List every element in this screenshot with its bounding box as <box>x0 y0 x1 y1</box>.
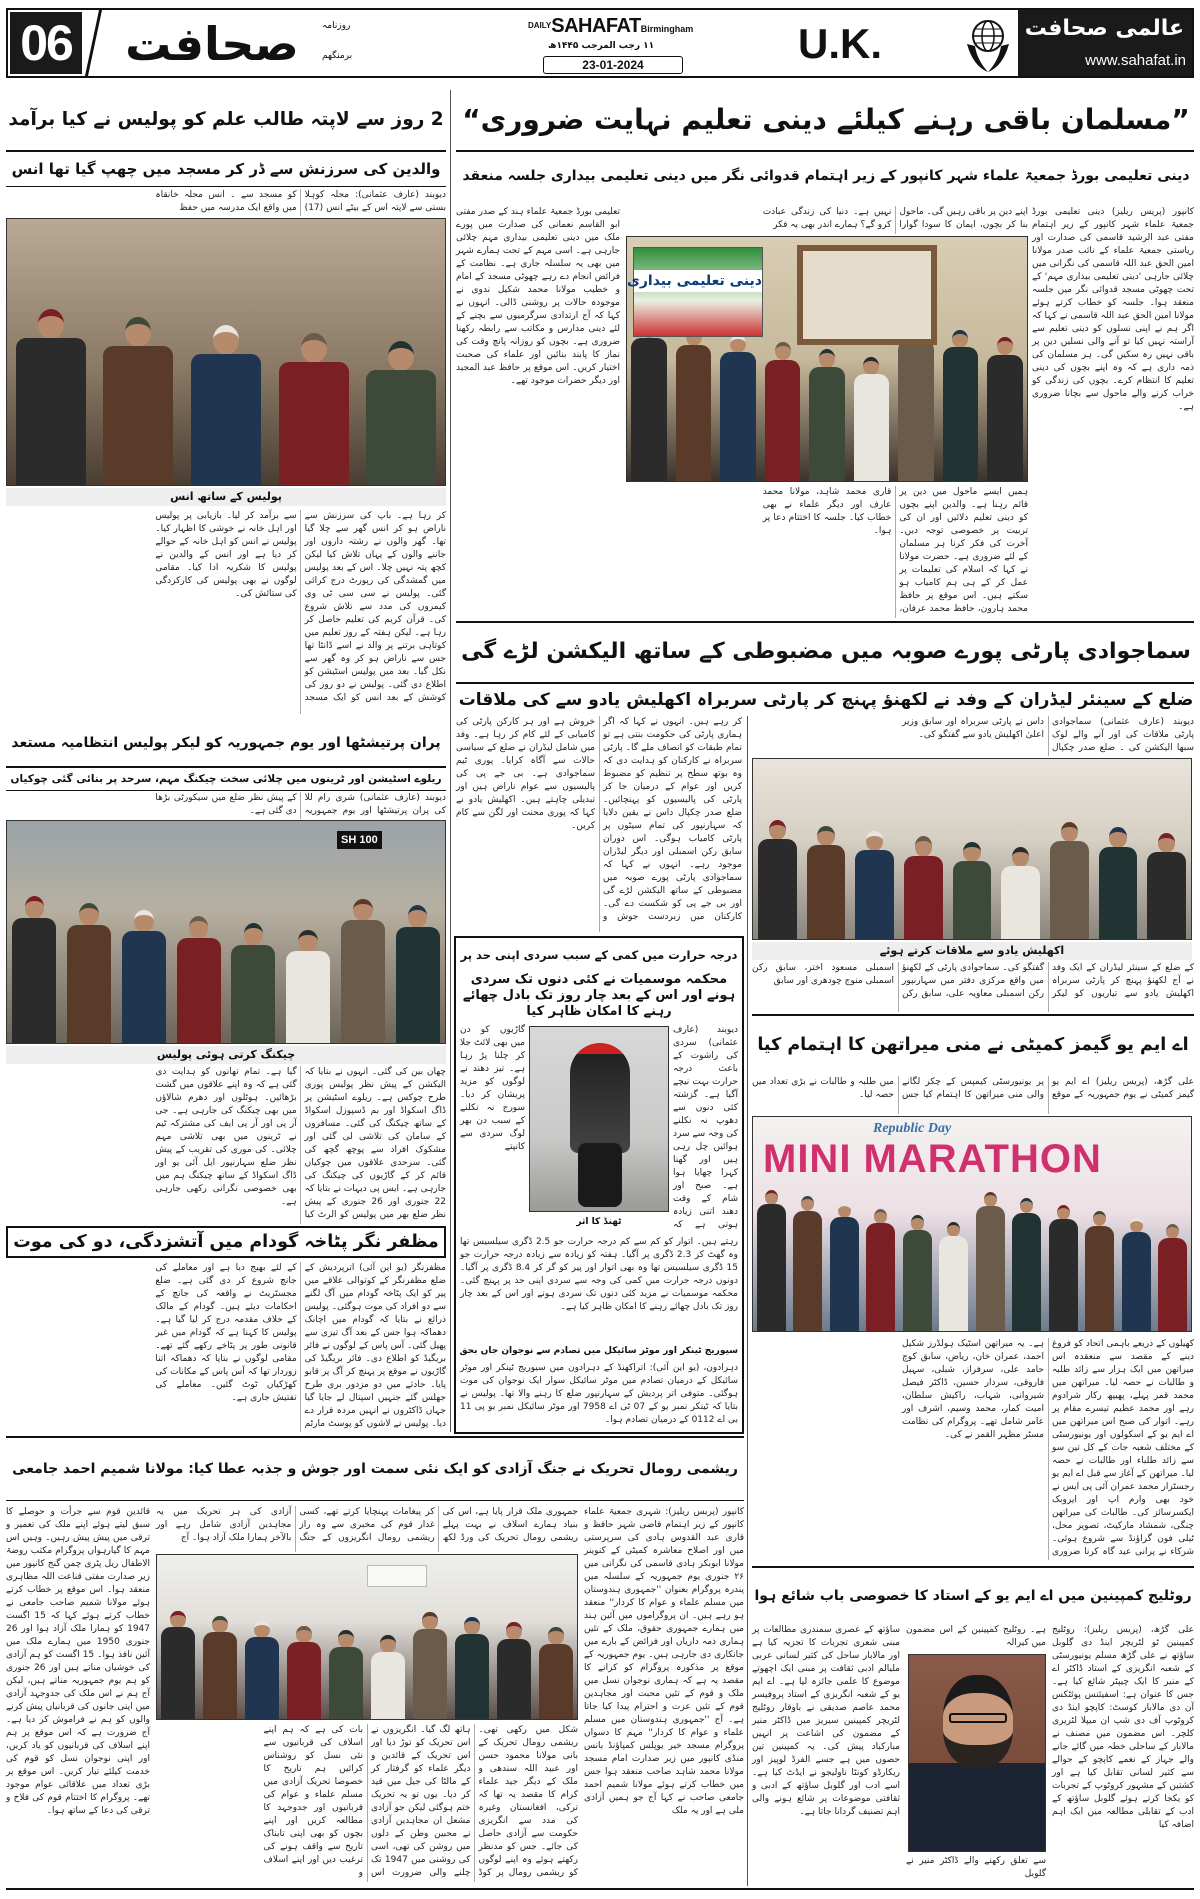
photo-figure <box>631 320 667 481</box>
photo-figure <box>455 1617 489 1719</box>
page-number: 06 <box>10 12 82 74</box>
photo-figure <box>177 916 221 1043</box>
headline-education <box>458 96 1194 144</box>
photo-figure <box>1122 1218 1151 1331</box>
photo-figure <box>161 1611 195 1719</box>
photo-figure <box>371 1635 405 1719</box>
student-body: کر رہا ہے۔ باپ کی سرزنش سے ناراض ہو کر انس گھر سے چلا گیا تھا۔ گھر والوں نے رشتہ داروں اور جاننے والوں کے یہاں تلاش کیا لیکن کچھ پتہ نہیں چلا۔ اس کے بعد پولیس میں گمشدگی کی رپورٹ درج کرائی گئی۔ پولیس نے سی سی ٹی وی کیمروں کی مدد سے تلاش شروع کی۔ قرآن کریم کی تعلیم حاصل کر رہا ہے۔ لیکن ہفتہ کے روز تعلیم میں کوتاہی برتنے پر والد نے اسے ڈانٹا تھا جس سے ناراض ہو کر وہ گھر سے نکل گیا۔ بعد میں پولیس اسٹیشن کو اطلاع دی گئی۔ پولیس نے دو روز کی کوشش کے بعد انس کو ایک مسجد سے برآمد کر لیا۔ بازیابی پر پولیس اور اہل خانہ نے خوشی کا اظہار کیا۔ پولیس نے انس کو اہل خانہ کے حوالے کر دیا ہے اور انس کے والدین نے پولیس کا شکریہ ادا کیا۔ مقامی لوگوں نے بھی پولیس کی کارکردگی کی ستائش کی۔ <box>155 511 446 703</box>
photo-figure <box>1147 833 1186 939</box>
photo-routledge-author <box>908 1654 1046 1852</box>
headline-samajwadi <box>458 626 1194 678</box>
photo-mini-marathon <box>752 1116 1192 1332</box>
photo-figure <box>67 903 111 1043</box>
photo-figure <box>1158 1224 1187 1331</box>
photo-figure <box>16 309 86 485</box>
cold-body: رہتے ہیں۔ اتوار کو کم سے کم درجہ حرارت جو 2.5 ڈگری سیلسیس تھا وہ گھٹ کر 2.3 ڈگری پر آگیا۔ ہفتہ کو زیادہ سے زیادہ درجہ حرارت جو 15 ڈگری سیلسیس تھا وہ بھی اتوار اور پیر کو گر کر 8.4 ڈگری پر آگیا۔ دونوں درجہ حرارت میں کمی کی وجہ سے سردی اپنی حد پر پہنچ گئی۔ محکمہ موسمیات نے مزید کئی دنوں تک سردی ہونے اور اس کے بعد چار روز تک بادل چھائے رہنے کا امکان ظاہر کیا ہے۔ <box>460 1237 738 1312</box>
headline-student <box>6 96 446 144</box>
photo-figure <box>830 1203 859 1331</box>
subhead-text: ضلع کے سینئر لیڈران کے وفد نے لکھنؤ پہنچ کر پارٹی سربراہ اکھلیش یادو سے کی ملاقات <box>458 690 1194 710</box>
reshmi-body-bottom: شکل میں رکھی تھی۔ ریشمی رومال تحریک کے بانی مولانا محمود حسن اور عبید اللہ سندھی و ملک کے دیگر جید علماء کرام کا مقصد یہ تھا کہ ترکی، افغانستان وغیرہ کی مدد سے انگریزی حکومت سے آزادی حاصل کی جائے۔ جس کو مدنظر رکھتے ہوئے وہ اپنے لوگوں کو ریشمی رومال پر کوڈ ہاتھ لگ گیا۔ انگریزوں نے اس تحریک کو توڑ دیا اور اس تحریک کے قائدین و دیگر علماء کو گرفتار کر کے مالٹا کی جیل میں قید کر دیا۔ یوں تو یہ تحریک ختم ہوگئی لیکن جو آزادی مشعل ان مجاہدین آزادی نے محبین وطن کے دلوں میں روشن کی تھی، اسی کی روشنی میں 1947 تک چلنے والی ضرورت اس بات کی ہے کہ ہم اپنے اسلاف کی قربانیوں سے نئی نسل کو روشناس کرائیں ہم تاریخ کا خصوصا تحریک آزادی میں مسلم علماء و عوام کی قربانیوں اور جدوجہد کا مطالعہ کریں اور اپنے بچوں کو بھی اپنی تابناک تاریخ سے واقف ہونے کی ترغیب دیں اور اپنے اسلاف و <box>263 1725 578 1878</box>
subhead-text: دینی تعلیمی بورڈ جمعیۃ علماء شہر کانپور کے زیر اہتمام قدوائی نگر میں دینی تعلیمی بیداری جلسہ منعقد <box>462 168 1190 184</box>
photo-banner <box>627 247 763 337</box>
headline-text: پران پرتیشٹھا اور یوم جمہوریہ کو لیکر پولیس انتظامیہ مستعد <box>11 735 441 751</box>
photo-figure <box>1001 847 1040 939</box>
routledge-body-mid-bottom: سے تعلق رکھنے والے ڈاکٹر منیر نے گلوبل <box>906 1856 1046 1879</box>
photo-figure <box>231 923 275 1043</box>
masthead-bar <box>6 8 1194 78</box>
headline-fire <box>10 1229 442 1255</box>
education-body-left: تعلیمی بورڈ جمعیۃ علماء ہند کے صدر مفتی ابو القاسم نعمانی کی صدارت میں پورے ملک میں دینی تعلیمی بیداری مہم چلائی جارہی ہے۔ اسی مہم کے تحت ہمارے شہر میں بھی یہ سلسلہ جاری ہے۔ نظامت کے فرائض انجام دے رہے چھوٹی مسجد کے امام و خطیب مولانا محمد شکیل ندوی نے موجودہ حالات پر روشنی ڈالی۔ انہوں نے کہا کہ آج ارتدادی سرگرمیوں سے بچنے کے لئے دینی مدارس و مکاتب سے رابطہ رکھنا ضروری ہے۔ بچوں کو روزانہ پانچ وقت کی نماز کا پابند بنائیں اور علماء کی صحبت اختیار کریں۔ اس موقع پر حافظ عبد المجید اور دیگر حضرات موجود تھے۔ <box>456 207 620 386</box>
photo-samajwadi-meeting <box>752 758 1192 940</box>
headline-text: سماجوادی پارٹی پورے صوبہ میں مضبوطی کے ساتھ الیکشن لڑے گی <box>461 639 1191 664</box>
rider-figure <box>570 1043 630 1153</box>
photo-figure <box>976 1192 1005 1331</box>
author-glasses <box>949 1713 1007 1723</box>
headline-text: ریشمی رومال تحریک نے جنگ آزادی کو ایک نئی سمت اور جوش و جذبہ عطا کیا: مولانا شمیم احمد جامعی <box>12 1461 738 1477</box>
photo-figure <box>866 1209 895 1331</box>
photo-figure <box>329 1630 363 1719</box>
photo-figure <box>903 1215 932 1331</box>
edition-label: U.K. <box>798 20 882 67</box>
headline-cold <box>460 940 738 970</box>
photo-figure <box>904 836 943 939</box>
headline-pran <box>6 722 446 764</box>
pran-body: چھان بین کی گئی۔ انہوں نے بتایا کہ الیکشن کے پیش نظر پولیس پوری طرح چوکس ہے۔ ریلوے اسٹیشن پر ڈاگ اسکواڈ اور بم ڈسپوزل اسکواڈ کے ساتھ چیکنگ کی گئی۔ مسافروں کے سامان کی تلاشی لی گئی اور مشکوک افراد سے پوچھ گچھ کی گئی۔ سرحدی علاقوں میں چوکیاں قائم کر کے گاڑیوں کی چیکنگ کی جارہی ہے۔ ایس پی دیہات نے بتایا کہ 22 جنوری اور 26 جنوری کے پیش نظر ضلع بھر میں پولیس کو الرٹ کیا گیا ہے۔ تمام تھانوں کو ہدایت دی گئی ہے کہ وہ اپنے علاقوں میں گشت بڑھائیں۔ ہوٹلوں اور دھرم شالاؤں میں بھی چیکنگ کی جارہی ہے۔ جی آر پی اور آر پی ایف کی مشترکہ ٹیم نے ٹرینوں میں بھی تلاشی مہم چلائی۔ کی موری کی تقریب کے پیش نظر ضلع سہارنپور ایل آئی یو اور ڈاگ اسکواڈ کے ساتھ چیکنگ ہم میں بھی خصوصی نگرانی رکھی جارہی ہے۔ <box>155 1067 446 1220</box>
routledge-body-left: ساؤتھ کے عصری سمندری مطالعات پر مبنی شعری تجربات کا تجزیہ کیا ہے اور مالابار ساحل کی کثیر لسانی عربی ملیالم ادبی ثقافت پر مبنی ایک اچھوتے موضوع کا علمی جائزہ لیا ہے۔ اے ایم یو کے شعبہ انگریزی کے استاد پروفیسر محمد عاصم صدیقی نے باوقار روٹلیج لٹریچر کمپینین سیریز میں ڈاکٹر منیر کے مضمون کی اشاعت پر انہیں مبارکباد پیش کی۔ یہ کمپینین تین حصوں میں ہے جسے الفرڈ لوپیز اور ریکارڈو کونٹا ناولیجو نے ایڈٹ کیا ہے۔ اسے ادب اور گلوبل ساؤتھ کے ادبی و ثقافتی موضوعات پر شائع ہونے والی اہم تصنیف گردانا جاتا ہے۔ <box>752 1625 900 1817</box>
subhead-pran <box>6 770 446 788</box>
photo-figure <box>366 341 436 485</box>
photo-figure <box>12 896 56 1043</box>
photo-figure <box>809 349 845 481</box>
photo-education-gathering <box>626 236 1028 482</box>
samajwadi-body-top: دیوبند (عارف عثمانی) سماجوادی پارٹی ملاقات کی اور آنے والے لوک سبھا الیکشن کی ۔ ضلع صدر چکپال داس نے پارٹی سربراہ اور سابق وزیر اعلیٰ اکھلیش یادو سے گفتگو کی۔ <box>902 717 1194 753</box>
divider <box>456 682 1194 684</box>
photo-reshmi-gathering <box>156 1554 578 1720</box>
samajwadi-body-mid: کر رہے ہیں۔ انہوں نے کہا کہ اگر ہماری پارٹی کی حکومت بنتی ہے تو تمام طبقات کو انصاف ملے گا۔ پارٹی سربراہ نے کارکنان کو ہدایت دی کہ وہ بوتھ سطح پر تنظیم کو مضبوط کریں اور عوام کے درمیان جا کر پارٹی کی پالیسیوں کو پہنچائیں۔ ضلع صدر چکپال داس نے یقین دلایا کہ سہارنپور کی تمام سیٹوں پر پارٹی کامیاب ہوگی۔ اس دوران سابق رکن اسمبلی اور دیگر لیڈران موجود رہے۔ انہوں نے کہا کہ سماجوادی پارٹی پورے صوبہ میں مضبوطی کے ساتھ الیکشن لڑے گی اور بی جے پی کو شکست دے گی۔ کارکنان میں زبردست جوش و خروش ہے اور ہر کارکن پارٹی کی کامیابی کے لئے کام کر رہا ہے۔ وفد میں شامل لیڈران نے ضلع کے سیاسی حالات سے آگاہ کرایا۔ پوری ٹیم سماجوادی ہے۔ بی جے پی کی پالیسیوں سے عوام ناراض ہیں اور تبدیلی چاہتے ہیں۔ اکھلیش یادو نے کہا کہ پوری محنت اور لگن سے کام کریں۔ <box>456 717 742 922</box>
caption-cold: ٹھنڈ کا اثر <box>529 1214 669 1230</box>
photo-figure <box>279 333 349 485</box>
routledge-body-right: علی گڑھ، (پریس ریلیز): روٹلیج کمپینین ٹو لٹریچر اینڈ دی گلوبل ساؤتھ نے علی گڑھ مسلم یونیورسٹی کے شعبہ انگریزی کے استاد ڈاکٹر اے کے منیر کا ایک چیپٹر شائع کیا ہے۔ جس کا عنوان ہے: اسفیئنس پوئٹکس آن دی مالابار کوسٹ: کاپچو اینڈ دی کروٹوپ آف دی شپ ان میپلا لٹریری کلچر۔ اس مضمون میں مصنف نے مالابار کے ساحلی خطہ میں گائے جانے والے جہاز کے نغمے کاپچو کے حوالے سے کثیر لسانی تقابل کیا ہے اور کشتیں کے مشہور کروٹوپ کے تجربات کو یکجا کرتے ہوئے گلوبل ساؤتھ کے ادب کے تقابلی مطالعہ میں ایک اہم اضافہ کیا <box>1052 1625 1194 1830</box>
headline-sewage <box>460 1342 738 1360</box>
photo-figure <box>758 820 797 939</box>
marathon-body: کھیلوں کے ذریعے باہمی اتحاد کو فروغ دینے کے مقصد سے منعقدہ اس میراتھن میں ایک ہزار سے زائد طلبہ و طالبات نے حصہ لیا۔ میراتھن میں محمد قمر پہلے، پھیپھ رکار شرادوم رہے اور محمد عظیم تیسرے مقام پر رہے۔ اتوار کی صبح اس میراتھن میں اے ایم یو کے اسکولوں اور یونیورسٹی کے مختلف شعبہ جات کے کل تین سو سے زائد طلباء اور طالبات نے حصہ لیا۔ میراتھن کے آغاز سے قبل اے ایم یو رجسٹرار محمد عمران آئی پی ایس نے خود بھی وارم اپ اور ایروبک ایکسرسائز کی۔ طالبات کی میراتھن چنگی، شمشاد مارکیٹ، تصویر محل، ٹیلی فون گراؤنڈ سے شروع ہوئی۔ شرکاء نے پرانی عید گاہ کرنا ضروری ہے۔ یہ میراتھن اسٹیک ہولڈرز شکیل احمد، عمران خان، ریاض، سابق کوچ حامد علی، سرفراز، شبلی، سہیل فاروقی، سردار حسین، ڈاکٹر فیصل شیروانی، شہاب، راکیش سلطان، امیت کمار، محمد وسیم، اشرف اور عامر شامل تھے۔ پروگرام کی نظامت مسٹر مظہر القمر نے کی۔ <box>902 1339 1194 1557</box>
photo-figure <box>953 842 992 939</box>
photo-figure <box>855 831 894 939</box>
headline-marathon <box>752 1020 1194 1070</box>
subhead-samajwadi <box>458 687 1194 713</box>
column-divider <box>747 716 748 1886</box>
photo-cold-motorcyclist <box>529 1026 669 1212</box>
divider <box>6 1436 744 1438</box>
masthead-small-2: برمنگھم <box>322 51 353 61</box>
photo-figure <box>203 1616 237 1719</box>
masthead-title: صحافت <box>125 17 299 71</box>
photo-figure <box>676 327 712 481</box>
photo-shelf <box>797 245 937 345</box>
pran-lead: دیوبند (عارف عثمانی) شری رام للا کی پران پرتیشٹھا اور یوم جمہوریہ کے پیش نظر ضلع میں سیکورٹی بڑھا دی گئی ہے۔ <box>155 793 446 816</box>
photo-figure <box>497 1622 531 1719</box>
headline-routledge <box>752 1574 1194 1618</box>
headline-text: اے ایم یو گیمز کمیٹی نے منی میراتھن کا اہتمام کیا <box>757 1035 1189 1055</box>
student-lead: دیوبند (عارف عثمانی): محلہ کوہلا بستی سے لاپتہ اس کے بیٹے انس (17) کو مسجد سے ۔ انس محلہ خانقاہ میں واقع ایک مدرسہ میں حفظ <box>155 190 446 213</box>
masthead-small-1: روزنامہ <box>322 21 351 31</box>
globe-logo-icon <box>963 16 1013 74</box>
photo-ac-unit <box>367 1565 427 1587</box>
brand-city: Birmingham <box>640 24 694 34</box>
caption-samajwadi: اکھلیش یادو سے ملاقات کرتے ہوئے <box>752 942 1192 960</box>
photo-figure <box>898 322 934 481</box>
subhead-text: والدین کی سرزنش سے ڈر کر مسجد میں چھپ گیا تھا انس <box>11 160 441 178</box>
routledge-body-mid-top: ہے۔ روٹلیج کمپینین کے اس مضمون میں کیرالہ <box>906 1625 1046 1648</box>
photo-figure <box>1012 1198 1041 1331</box>
photo-figure <box>987 337 1023 481</box>
site-logo-box <box>1018 10 1192 76</box>
brand-daily: DAILY <box>528 21 552 30</box>
photo-text-mini-marathon: MINI MARATHON <box>763 1137 1102 1181</box>
divider <box>456 150 1194 152</box>
education-body-right: کانپور (پریس ریلیز) دینی تعلیمی بورڈ جمعیۃ علماء شہر کانپور کے زیر اہتمام مفتی عبد الرشید قاسمی کی صدارت اور ریاستی جمعیۃ علماء کے نائب صدر مولانا امین الحق عبد اللہ قاسمی کی نگرانی میں چلائی جارہی 'دینی تعلیمی بیداری مہم' کے تحت چھوٹی مسجد قدوائی نگر میں جلسہ منعقد ہوا۔ جلسہ کو خطاب کرتے ہوئے مولانا امین الحق عبد اللہ قاسمی نے کہا کہ اگر ہم نے اپنی نسلوں کو دینی تعلیم سے آراستہ نہیں کیا تو آنے والی نسلیں دین پر باقی نہیں رہ سکیں گی۔ ہر مسلمان کی ذمہ داری ہے کہ وہ اپنے بچوں کی دینی تعلیم کا انتظام کرے۔ بچوں کی زندگی کو خراب کرنے والے ماحول سے بچانا ضروری ہے۔ <box>1032 207 1194 412</box>
photo-figure <box>413 1612 447 1719</box>
photo-figure <box>1085 1211 1114 1331</box>
subhead-student <box>6 156 446 182</box>
divider <box>752 1014 1194 1016</box>
subhead-education <box>458 158 1194 194</box>
website-link[interactable]: www.sahafat.in <box>1085 52 1186 69</box>
subhead-cold: محکمہ موسمیات نے کئی دنوں تک سردی ہونے اور اس کے بعد چار روز تک بادل چھائے رہنے کا امکان ظاہر کیا <box>462 972 736 1019</box>
education-body-top: اپنے دین پر باقی رہیں گی۔ ماحول بنا کر بچوں، ایمان کا سودا گوارا نہیں ہے۔ دنیا کی زندگی عبادت کرو گے؟ ہمارے اندر بھی یہ فکر <box>762 207 1028 230</box>
brand-name: SAHAFAT <box>551 15 641 37</box>
photo-figure <box>765 342 801 481</box>
footer-rule <box>6 1888 1194 1890</box>
samajwadi-body-bottom: کے ضلع کے سینئر لیڈران کے ایک وفد نے آج لکھنؤ پہنچ کر پارٹی سربراہ اکھلیش یادو سے تیاریوں کو لیکر گفتگو کی۔ سماجوادی پارٹی کے لکھنؤ میں واقع مرکزی دفتر میں سہارنپور رکن اسمبلی معاویہ علی، سابق رکن اسمبلی مسعود اختر، سابق رکن اسمبلی منوج چودھری اور سابق <box>752 963 1194 999</box>
divider <box>6 790 446 791</box>
divider <box>752 1566 1194 1568</box>
marathon-body-top: علی گڑھ، (پریس ریلیز) اے ایم یو گیمز کمیٹی نے یوم جمہوریہ کے موقع پر یونیورسٹی کیمپس کے چکر لگانے والی منی میراتھن کا اہتمام کیا جس میں طلبہ و طالبات نے بڑی تعداد میں حصہ لیا۔ <box>752 1077 1194 1100</box>
headline-text: روٹلیج کمپینین میں اے ایم یو کے استاد کا خصوصی باب شائع ہوا <box>754 1588 1192 1604</box>
banner-text: دینی تعلیمی بیداری <box>634 270 762 292</box>
headline-reshmi <box>8 1444 742 1494</box>
reshmi-body-top: جمہوری ملک قرار پایا ہے، اس کی بنیاد ہمارے اسلاف نے بہت پہلے ریشمی رومال تحریک کی ورڈ لکھ کر پیغامات پہنچایا کرتے تھے، کسی غدار قوم کی مخبری سے وہ راز ریشمی رومال انگریزوں کے جنگ آزادی کی ہر تحریک میں یہ مجاہدین آزادی شامل رہے اور بالآخر ہمارا ملک آزاد ہوا۔ آج <box>156 1507 578 1543</box>
photo-figure <box>539 1627 573 1719</box>
headline-text: مظفر نگر پٹاخہ گودام میں آتشزدگی، دو کی موت <box>13 1232 439 1252</box>
education-body-bottom: ہمیں ایسے ماحول میں دین پر قائم رہنا ہے۔ والدین اپنے بچوں کو دینی تعلیم دلائیں اور ان کی تربیت پر خصوصی توجہ دیں۔ آخرت کی فکر کرنا ہر مسلمان کے لئے ضروری ہے۔ حضرت مولانا نے کہا کہ اسلام کی تعلیمات پر عمل کر کے ہی ہم کامیاب ہو سکتے ہیں۔ اس موقع پر حافظ محمد ہارون، حافظ محمد عرفان، قاری محمد شاہد، مولانا محمد عارف اور دیگر علماء نے بھی خطاب کیا۔ جلسہ کا اختتام دعا پر ہوا۔ <box>762 487 1028 614</box>
column-divider <box>450 90 451 1432</box>
photo-figure <box>854 357 890 481</box>
motorcycle-figure <box>578 1143 622 1207</box>
reshmi-body-right: کانپور (پریس ریلیز): شہری جمعیۃ علماء کانپور کے زیر اہتمام قاضی شہر حافظ و قاری عبد القدوس ہادی کی سرپرستی میں اور اصلاح معاشرہ کمیٹی کے کنوینر مولانا ابوبکر ہادی قاسمی کی نگرانی میں ۲۶ جنوری یوم جمہوریہ کے سلسلہ میں پندرہ پروگرام بعنوان ''جمہوری ہندوستان میں مسلم علماء و عوام کا کردار'' منعقد ہو رہے ہیں۔ ان پروگراموں میں آئین ہند میں ہمارے جمہوری حقوق، ملک کے تئیں ہماری ذمہ داریاں اور فرائض کے بارے میں جانکاری دی جارہی ہیں۔ یوم جمہوریہ کے موقع پر مذکورہ پروگرام کو کرانے کا مقصد یہ ہے کہ ہماری نوجوان نسل میں ملک و قوم کے تئیں محبت اور مجاہدین قوم کے تئیں عزت و احترام پیدا کیا جاتا ہے۔ آج ''جمہوری ہندوستان میں مسلم علماء و عوام کا کردار'' مہم کا دسواں پروگرام مسجد خیر یوپلس کمپاؤنڈ بانس منڈی کانپور میں زیر صدارت امام مسجد مولانا محمد شاہد صاحب منعقد ہوا جس میں خطاب کرتے ہوئے مولانا شمیم احمد جامعی صاحب نے کہا آج جو ہمیں آزادی ملی ہے اور یہ ملک <box>584 1507 744 1816</box>
sewage-body: دہرادون، (یو این آئی): اتراکھنڈ کے دہرادون میں سیوریج ٹینکر اور موٹر سائیکل کے درمیان تصادم میں موٹر سائیکل سوار ایک نوجوان کی موت ہوگئی۔ متوفی اتر پردیش کے سہارنپور ضلع کا رہنے والا تھا۔ پولیس نے بتایا کہ ٹینکر نمبر یو کے 07 ٹی اے 7958 اور موٹر سائیکل نمبر یو پی 11 بی اے 0112 کے درمیان تصادم ہوا۔ <box>460 1363 738 1425</box>
reshmi-body-left: قائدین قوم سے جرأت و حوصلے کا سبق لیتے ہوئے اپنے ملک کی تعمیر و ترقی میں پیش پیش رہیں۔ وہیں اس مہم کا گیارہواں پروگرام مکتب روضۃ الاطفال ریل پٹری چمن گنج کانپور میں زیر صدارت مفتی قناعت اللہ مظاہری منعقد ہوا۔ اس موقع پر خطاب کرتے ہوئے مولانا شمیم صاحب جامعی نے خطاب کرتے ہوئے کہا کہ 15 اگست 1947 کو ہمارا ملک آزاد ہوا اور 26 جنوری 1950 میں ہمارے ملک میں آئین نافذ ہوا۔ 15 اگست کو ہم آزادی کی خوشیاں مناتے ہیں اور 26 جنوری کو ہم یوم جمہوریہ مناتے ہیں، لیکن آج ہم نے اس ملک کی جدوجہد آزادی میں اپنی جانوں کی قربانیاں پیش کرنے والوں کو ہم نے فراموش کر دیا ہے۔ آج ضرورت ہے کہ اس موقع پر ہم اپنے اسلاف کی قربانیوں کو یاد کریں، اور اپنی نوجوان نسل کو قوم کی خدمت کیلئے تیار کریں۔ اس موقع پر بڑی تعداد میں علاقائی عوام موجود تھے۔ پروگرام کا اختتام قوم کی فلاح و ترقی کی دعا کے ساتھ ہوا۔ <box>6 1507 151 1816</box>
masthead-divider <box>85 10 109 76</box>
photo-text-republic-day: Republic Day <box>873 1121 952 1136</box>
fire-body: مظفرنگر (یو این آئی) اترپردیش کے ضلع مظفرنگر کے کوتوالی علاقے میں پیر کو ایک پٹاخہ گودام میں آگ لگنے سے دو افراد کی موت ہوگئی۔ پولیس ذرائع نے بتایا کہ گودام میں اچانک دھماکہ ہوا جس کے بعد آگ تیزی سے پھیل گئی۔ آس پاس کے لوگوں نے فائر بریگیڈ کو اطلاع دی۔ فائر بریگیڈ کی گاڑیوں نے موقع پر پہنچ کر آگ پر قابو پایا۔ حادثے میں دو مزدور بری طرح جھلس گئے جنہیں اسپتال لے جایا گیا جہاں ڈاکٹروں نے انہیں مردہ قرار دے دیا۔ پولیس نے لاشوں کو پوسٹ مارٹم کے لئے بھیج دیا ہے اور معاملے کی جانچ شروع کر دی گئی ہے۔ ضلع مجسٹریٹ نے واقعہ کی جانچ کے احکامات دیئے ہیں۔ گودام کے مالک کے خلاف مقدمہ درج کر لیا گیا ہے۔ پولیس کا کہنا ہے کہ گودام میں غیر قانونی طور پر پٹاخے رکھے گئے تھے۔ مقامی لوگوں نے بتایا کہ دھماکہ اتنا زوردار تھا کہ آس پاس کے مکانات کی کھڑکیاں ٹوٹ گئیں۔ معاملے کی تفتیش جاری ہے۔ <box>155 1263 446 1429</box>
headline-text: درجہ حرارت میں کمی کے سبب سردی اپنی حد پر <box>460 948 738 962</box>
photo-figure <box>287 1626 321 1719</box>
divider <box>6 150 446 152</box>
photo-student-police <box>6 218 446 486</box>
headline-text: 2 روز سے لاپتہ طالب علم کو پولیس نے کیا برآمد <box>8 109 444 130</box>
photo-sign: SH 100 <box>337 831 382 849</box>
divider <box>6 1500 744 1501</box>
photo-figure <box>341 899 385 1043</box>
hijri-date: ۱۱ رجب المرجب ۱۴۴۵ھ <box>548 41 655 51</box>
photo-figure <box>943 330 979 481</box>
divider <box>6 186 446 187</box>
photo-figure <box>807 826 846 939</box>
divider <box>6 766 446 768</box>
caption-student: پولیس کے ساتھ انس <box>6 488 446 506</box>
photo-figure <box>939 1222 968 1331</box>
photo-figure <box>122 910 166 1043</box>
photo-figure <box>793 1196 822 1331</box>
photo-figure <box>396 905 440 1043</box>
site-logo-text: عالمی صحافت <box>1024 16 1184 41</box>
brand-line <box>528 14 693 41</box>
photo-figure <box>1049 1205 1078 1331</box>
photo-figure <box>720 335 756 481</box>
photo-police-checking <box>6 820 446 1044</box>
headline-text: سیوریج ٹینکر اور موٹر سائیکل میں تصادم سے نوجوان جاں بحق <box>459 1346 738 1356</box>
photo-figure <box>191 325 261 485</box>
photo-figure <box>286 930 330 1043</box>
photo-figure <box>245 1621 279 1719</box>
issue-date: 23-01-2024 <box>543 56 683 74</box>
divider <box>456 621 1194 623</box>
photo-figure <box>1099 827 1138 939</box>
photo-figure <box>103 317 173 485</box>
photo-figure <box>757 1190 786 1331</box>
caption-pran: چیکنگ کرتی ہوئی پولیس <box>6 1046 446 1064</box>
subhead-text: ریلوے اسٹیشن اور ٹرینوں میں چلائی سخت چیکنگ مہم، سرحد پر بنائی گئی چوکیاں <box>10 773 442 785</box>
photo-figure <box>1050 822 1089 939</box>
cold-body-top: دیوبند (عارف عثمانی) سردی کی راشوت کے باعث درجہ حرارت بہت نیچے آگیا ہے۔ گزشتہ کئی دنوں سے دھوپ نہ نکلنے کی وجہ سے سرد ہوائیں چل رہی ہیں اور گھنا کہرا چھایا ہوا ہے۔ صبح اور شام کے وقت دھند اتنی زیادہ ہوتی ہے کہ گاڑیوں کو دن میں بھی لائٹ جلا کر چلنا پڑ رہا ہے۔ تیز دھند نے لوگوں کو مزید پریشان کر دیا۔ سورج نہ نکلنے کے سبب دن بھر لوگ سردی سے کانپتے <box>460 1025 738 1230</box>
headline-text: ”مسلمان باقی رہنے کیلئے دینی تعلیم نہایت ضروری“ <box>462 103 1190 136</box>
